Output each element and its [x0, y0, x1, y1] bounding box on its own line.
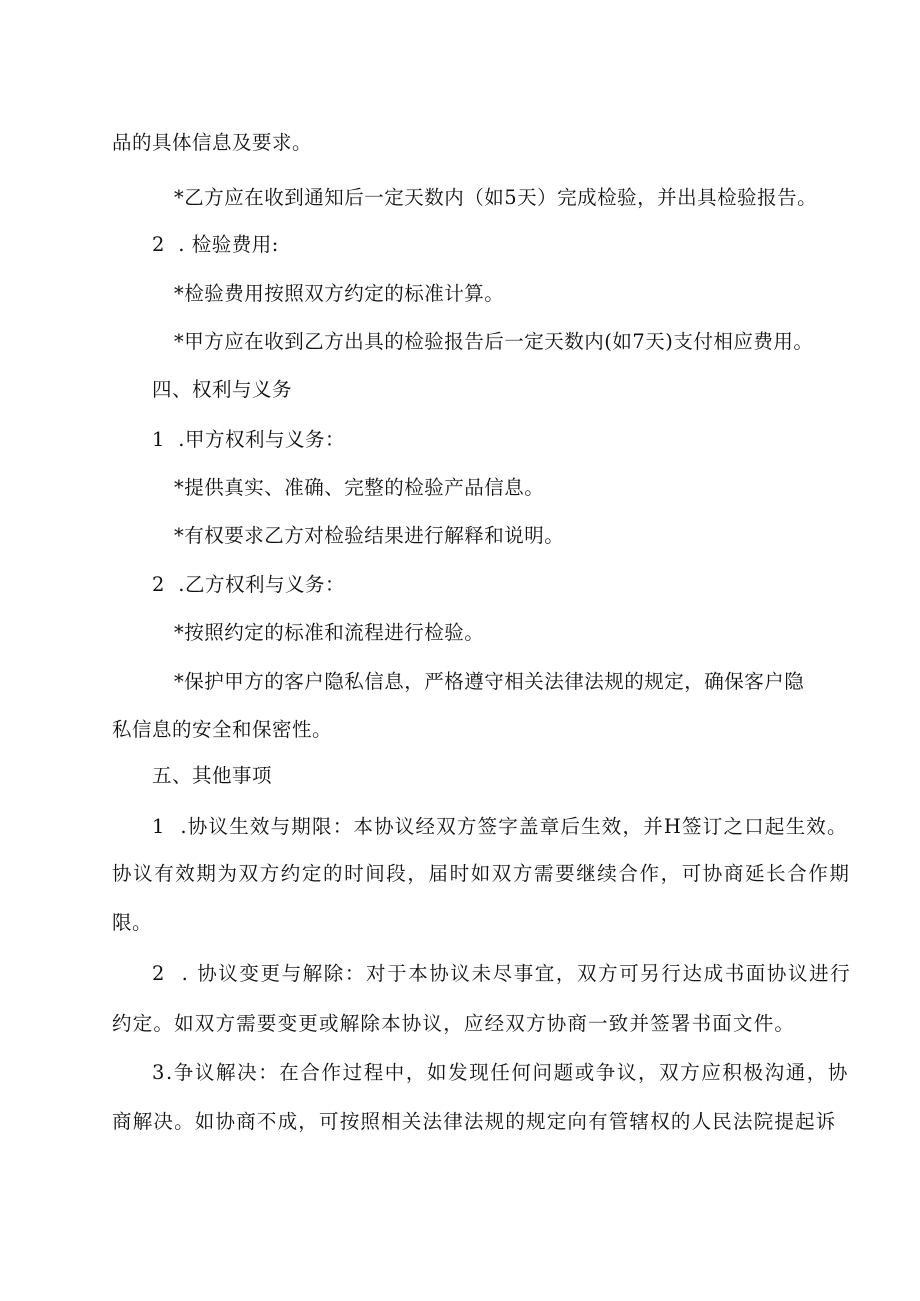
text-line: *甲方应在收到乙方出具的检验报告后一定天数内(如7天)支付相应费用。 [174, 330, 814, 353]
section-heading: 四、权利与义务 [152, 378, 293, 401]
text-line: *检验费用按照双方约定的标准计算。 [174, 282, 505, 305]
text-line: 2 . 检验费用: [152, 233, 279, 256]
text-line: 2 .乙方权利与义务： [152, 573, 346, 596]
text-line: *提供真实、准确、完整的检验产品信息。 [174, 476, 545, 499]
text-line: 私信息的安全和保密性。 [112, 718, 333, 741]
text-line: *保护甲方的客户隐私信息，严格遵守相关法律法规的规定，确保客户隐 [174, 670, 805, 693]
text-line: 约定。如双方需要变更或解除本协议，应经双方协商一致并签署书面文件。 [112, 1012, 796, 1035]
text-line: 品的具体信息及要求。 [112, 131, 313, 154]
text-line: *按照约定的标准和流程进行检验。 [174, 621, 485, 644]
text-line: *乙方应在收到通知后一定天数内（如5天）完成检验，并出具检验报告。 [174, 186, 818, 209]
text-line: 限。 [112, 911, 153, 934]
text-line: 3.争议解决：在合作过程中，如发现任何问题或争议，双方应积极沟通，协 [152, 1061, 850, 1084]
text-line: *有权要求乙方对检验结果进行解释和说明。 [174, 524, 565, 547]
text-line: 1 .协议生效与期限：本协议经双方签字盖章后生效，并H签订之口起生效。 [152, 815, 848, 838]
section-heading: 五、其他事项 [152, 764, 273, 787]
text-line: 商解决。如协商不成，可按照相关法律法规的规定向有管辖权的人民法院提起诉 [112, 1110, 837, 1133]
text-line: 协议有效期为双方约定的时间段，届时如双方需要继续合作，可协商延长合作期 [112, 862, 851, 885]
text-line: 1 .甲方权利与义务： [152, 428, 346, 451]
text-line: 2 . 协议变更与解除：对于本协议未尽事宜，双方可另行达成书面协议进行 [152, 962, 852, 985]
